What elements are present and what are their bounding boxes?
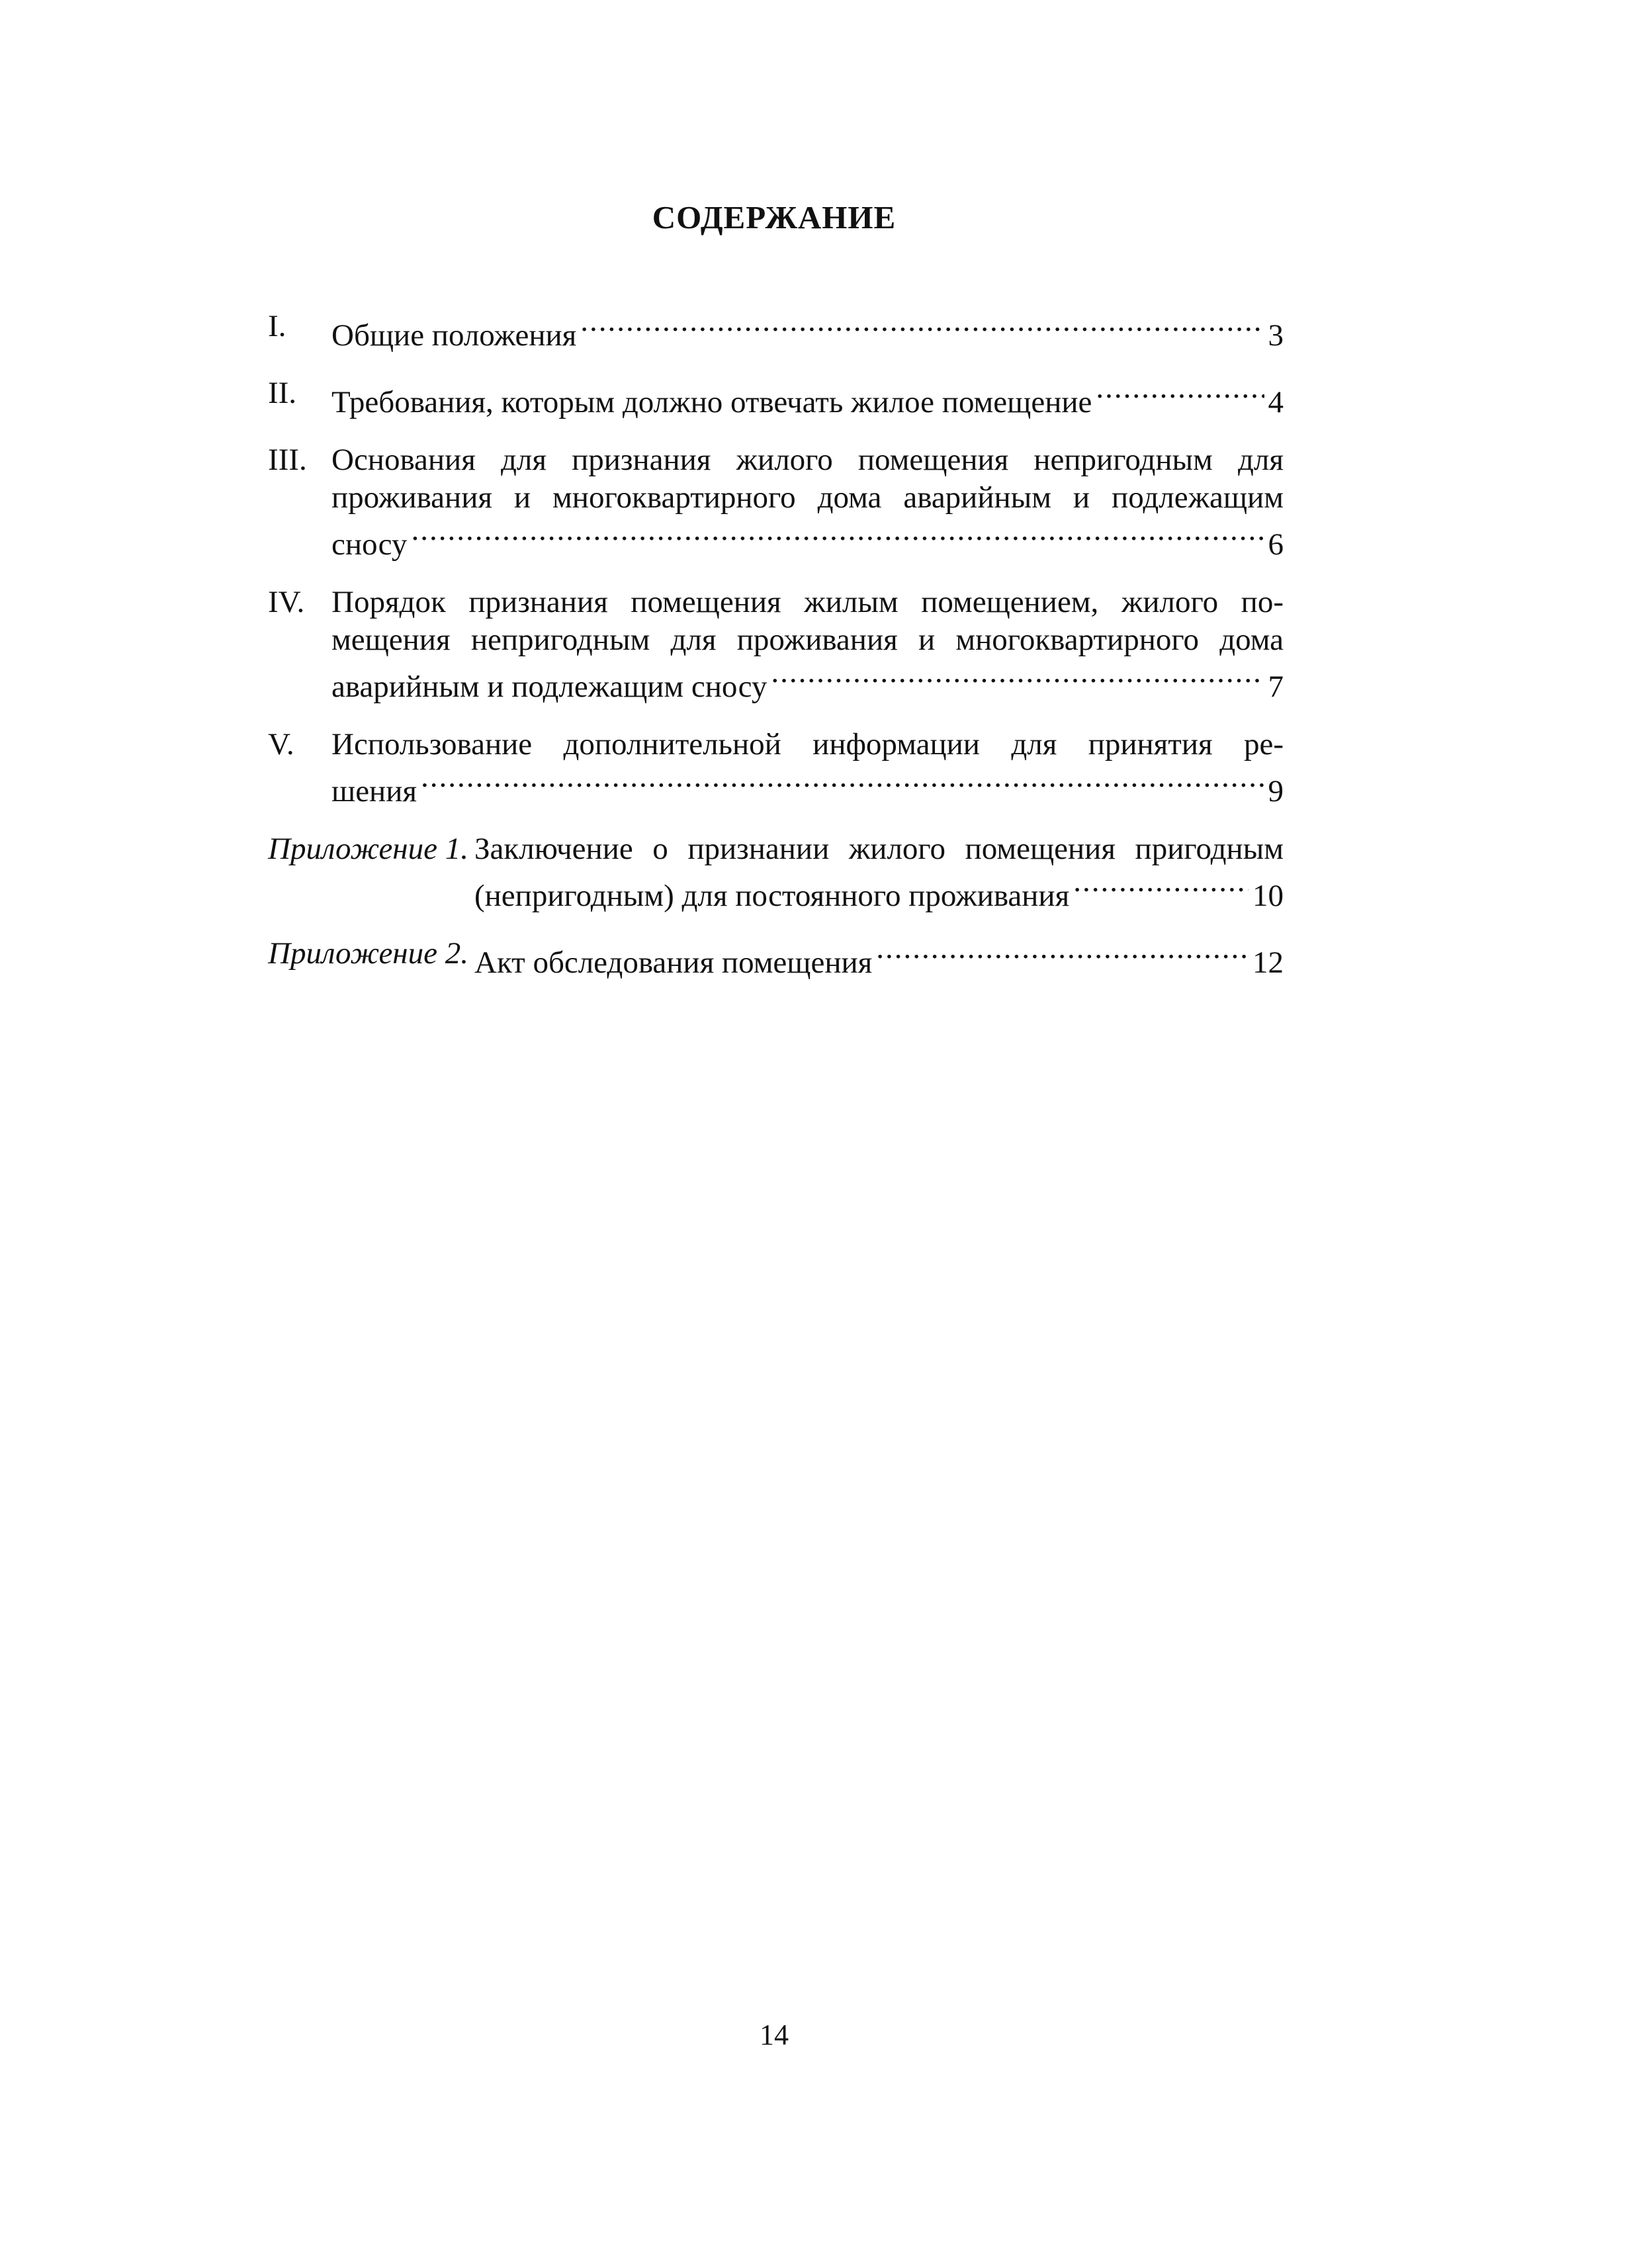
dot-leader [580,308,1264,345]
toc-entry-5 [268,726,1284,810]
toc-entry-page: 9 [1268,774,1284,808]
appendix-entry-2 [268,935,1284,982]
appendix-line [474,935,1284,982]
toc-entry-text-line: мещения непригодным для проживания и многоквартирного дома [331,623,1284,657]
toc-entry-number: III. [268,443,307,477]
appendix-title: (непригодным) для постоянного проживания [474,879,1070,913]
toc-entry-title: Требования, которым должно отвечать жилое помещение [331,385,1092,419]
toc-entry-line [331,374,1284,421]
toc-entry-page: 6 [1268,527,1284,562]
page-title: СОДЕРЖАНИЕ [652,199,897,236]
dot-leader [1096,374,1264,412]
toc-entry-title: аварийным и подлежащим сносу [331,670,768,704]
appendix-label: Приложение 2. [268,936,468,971]
toc-entry-page: 3 [1268,318,1284,353]
toc-entry-number: I. [268,309,286,343]
toc-entry-number: V. [268,727,294,762]
appendix-line [474,868,1284,915]
toc-entry-line [331,517,1284,564]
toc-entry-number: II. [268,376,297,410]
page-number: 14 [760,2019,789,2051]
toc-entry-text-line: Использование дополнительной информации для принятия ре- [331,727,1284,762]
dot-leader [1073,868,1249,906]
appendix-page: 10 [1252,879,1284,913]
appendix-title: Акт обследования помещения [474,945,873,980]
appendix-text-line: Заключение о признании жилого помещения пригодным [474,832,1284,866]
dot-leader [411,517,1264,554]
toc-entry-1 [268,308,1284,355]
appendix-label: Приложение 1. [268,832,468,866]
toc-entry-line [331,308,1284,355]
appendix-entry-1 [268,830,1284,915]
dot-leader [421,763,1264,801]
toc-entry-3 [268,441,1284,564]
toc-entry-line [331,763,1284,810]
toc-entry-page: 4 [1268,385,1284,419]
toc-entry-number: IV. [268,585,305,619]
toc-entry-text-line: проживания и многоквартирного дома аварийным и подлежащим [331,480,1284,515]
toc-entry-title: сносу [331,527,408,562]
toc-entry-2 [268,374,1284,421]
toc-entry-title: Общие положения [331,318,577,353]
toc-entry-4 [268,584,1284,706]
table-of-contents [268,308,1284,1002]
dot-leader [771,659,1264,697]
toc-entry-text-line: Основания для признания жилого помещения непригодным для [331,443,1284,477]
toc-entry-line [331,659,1284,706]
toc-entry-page: 7 [1268,670,1284,704]
appendix-page: 12 [1252,945,1284,980]
toc-entry-title: шения [331,774,417,808]
toc-entry-text-line: Порядок признания помещения жилым помещением, жилого по- [331,585,1284,619]
dot-leader [876,935,1249,973]
